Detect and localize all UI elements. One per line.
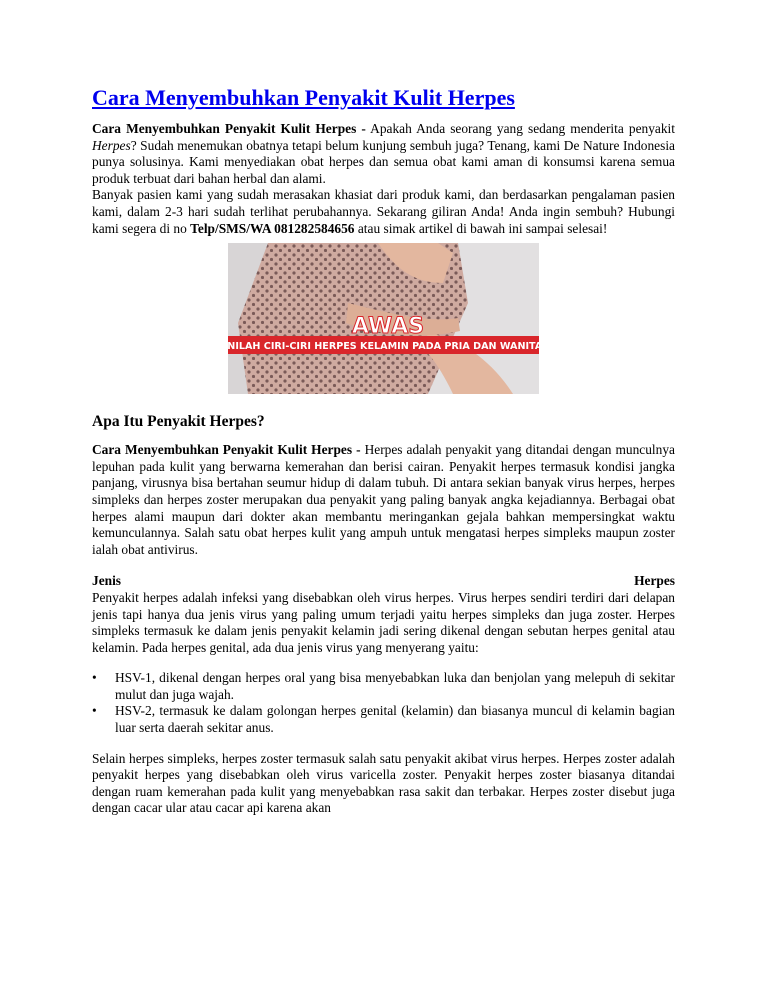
banner-title: AWAS [351,314,425,340]
banner-subtitle: INILAH CIRI-CIRI HERPES KELAMIN PADA PRIA DAN WANITA [228,341,539,353]
types-heading-right: Herpes [634,573,675,589]
intro-text-1: Apakah Anda seorang yang sedang menderita penyakit [365,121,675,136]
intro-herpes-italic: Herpes [92,137,131,153]
virus-type-list [92,670,675,736]
contact-number: Telp/SMS/WA 081282584656 [190,220,355,236]
article-image [228,243,539,394]
bullet-icon: • [92,703,97,719]
section1-text: Herpes adalah penyakit yang ditandai dengan munculnya lepuhan pada kulit yang berwarna kemerahan dan berisi cairan. Penyakit herpes termasuk kondisi jangka panjang, virusnya bisa bertahan seumur hidup di dalam tubuh. Di antara sekian banyak virus herpes, herpes simpleks dan herpes zoster merupakan dua penyakit yang paling banyak angka kejadiannya. Berbagai obat herpes alami maupun dari dokter akan membantu meringankan gejala bahkan mempersingkat waktu kemunculannya. Salah satu obat herpes kulit yang ampuh untuk mengatasi herpes simpleks maupun zoster ialah obat antivirus. [92,442,675,557]
section2-paragraph: Penyakit herpes adalah infeksi yang disebabkan oleh virus herpes. Virus herpes sendiri terdiri dari delapan jenis tapi hanya dua jenis virus yang paling umum terjadi yaitu herpes simpleks dan juga zoster. Herpes simpleks termasuk ke dalam jenis penyakit kelamin jadi sering dikenal dengan sebutan herpes genital atau kelamin. Pada herpes genital, ada dua jenis virus yang menyerang yaitu: [92,589,675,655]
intro-text-3: Banyak pasien kami yang sudah merasakan khasiat dari produk kami, dan berdasarkan pengalaman pasien kami, dalam 2-3 hari sudah terlihat perubahannya. Sekarang giliran Anda! Anda ingin sembuh? Hubungi kami segera di no [92,187,675,236]
intro-text-2: ? Sudah menemukan obatnya tetapi belum kunjung sembuh juga? Tenang, kami De Nature Indonesia punya solusinya. Kami menyediakan obat herpes dan semua obat kami aman di konsumsi karena semua produk terbuat dari bahan herbal dan alami. [92,137,675,186]
herpes-warning-illustration [228,243,539,394]
list-item [92,670,675,703]
section-heading-what-is: Apa Itu Penyakit Herpes? [92,413,265,431]
intro-text-4: atau simak artikel di bawah ini sampai selesai! [354,220,608,236]
page-title [92,84,675,112]
list-item-text: HSV-1, dikenal dengan herpes oral yang bisa menyebabkan luka dan benjolan yang melepuh di sekitar mulut dan juga wajah. [115,670,675,702]
section1-paragraph [92,442,675,558]
bullet-icon: • [92,670,97,686]
section-heading-types [92,573,675,590]
section1-lead: Cara Menyembuhkan Penyakit Kulit Herpes - [92,442,361,458]
list-item-text: HSV-2, termasuk ke dalam golongan herpes genital (kelamin) dan biasanya muncul di kelamin bagian luar serta daerah sekitar anus. [115,703,675,736]
section2-final-paragraph: Selain herpes simpleks, herpes zoster termasuk salah satu penyakit akibat virus herpes. Herpes zoster adalah penyakit herpes yang disebabkan oleh virus varicella zoster. Penyakit herpes zoster biasanya ditandai dengan ruam kemerahan pada kulit yang menyebabkan rasa sakit dan terbakar. Herpes zoster disebut juga dengan cacar ular atau cacar api karena akan [92,750,675,816]
list-item [92,703,675,736]
types-heading-left: Jenis [92,573,122,589]
document-content [92,84,675,817]
title-link[interactable]: Cara Menyembuhkan Penyakit Kulit Herpes [92,85,515,110]
intro-paragraph [92,121,675,237]
intro-lead: Cara Menyembuhkan Penyakit Kulit Herpes - [92,121,366,136]
